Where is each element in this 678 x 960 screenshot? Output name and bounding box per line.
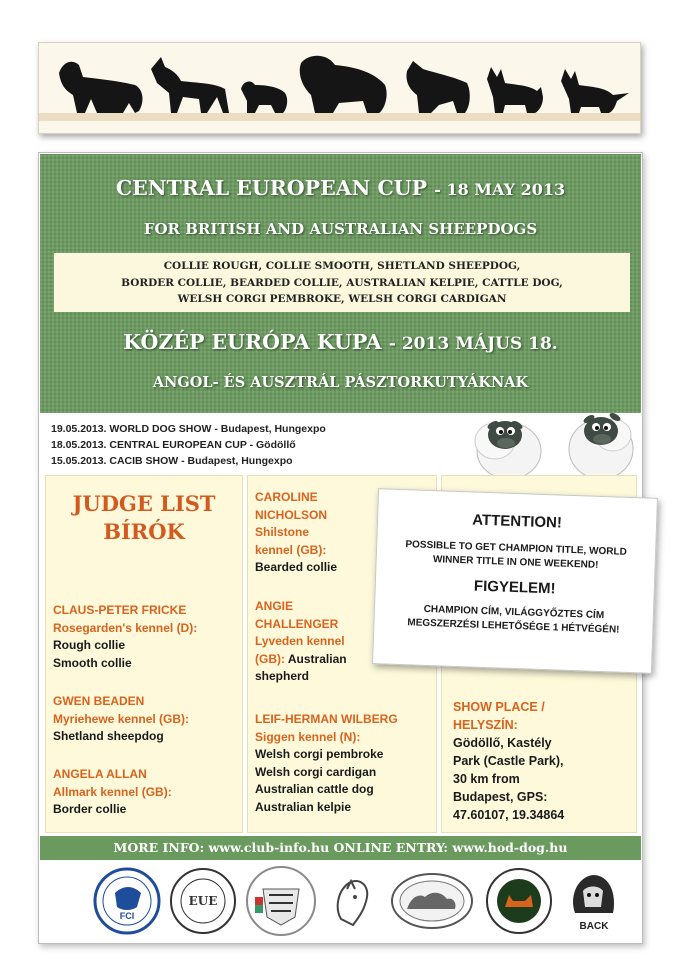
judge-kennel: kennel (GB): bbox=[255, 542, 327, 557]
judge-breed: Australian bbox=[285, 651, 347, 666]
judge-name: GWEN BEADEN bbox=[53, 694, 145, 708]
mkk-logo-icon bbox=[169, 867, 237, 935]
figyelem-text: MEGSZERZÉSI LEHETŐSÉGE 1 HÉTVÉGÉN! bbox=[407, 617, 620, 636]
judge-list-title bbox=[45, 490, 243, 546]
judge-name: NICHOLSON bbox=[255, 507, 327, 522]
date-line: 18.05.2013. CENTRAL EUROPEAN CUP - Gödöllő bbox=[51, 439, 296, 451]
judge-kennel: Myriehewe kennel (GB): bbox=[53, 711, 190, 726]
show-place-line: Gödöllő, Kastély bbox=[453, 736, 552, 750]
event-title-hu bbox=[40, 330, 641, 354]
judge-kennel: Siggen kennel (N): bbox=[255, 729, 361, 744]
attention-note bbox=[372, 488, 658, 674]
judge-entry bbox=[53, 602, 197, 672]
show-place-line: 30 km from bbox=[453, 772, 520, 786]
judge-breed: Welsh corgi pembroke bbox=[255, 747, 384, 761]
event-title-main: CENTRAL EUROPEAN CUP bbox=[115, 176, 428, 200]
attention-heading: ATTENTION! bbox=[471, 511, 563, 532]
judge-name: ANGELA ALLAN bbox=[53, 767, 147, 781]
judge-breed: Bearded collie bbox=[255, 560, 338, 574]
judge-kennel: (GB): bbox=[255, 651, 285, 666]
sponsor-logos bbox=[93, 861, 609, 939]
eue-logo-text: EUE bbox=[188, 894, 218, 908]
show-place-line: Budapest, GPS: bbox=[453, 790, 548, 804]
breed-line: COLLIE ROUGH, COLLIE SMOOTH, SHETLAND SHEEPDOG, bbox=[163, 260, 521, 272]
judge-entry bbox=[255, 598, 347, 686]
judge-entry bbox=[255, 489, 337, 577]
judge-entry bbox=[255, 711, 398, 816]
attention-text: POSSIBLE TO GET CHAMPION TITLE, WORLD bbox=[405, 539, 627, 558]
event-title bbox=[40, 176, 641, 200]
fci-logo-icon bbox=[93, 867, 161, 935]
event-subtitle-hu: ANGOL- ÉS AUSZTRÁL PÁSZTORKUTYÁKNAK bbox=[152, 374, 529, 391]
judge-list-title-en: JUDGE LIST bbox=[72, 491, 216, 516]
more-info-bar: MORE INFO: www.club-info.hu ONLINE ENTRY: www.hod-dog.hu bbox=[40, 836, 641, 860]
show-place-label: HELYSZÍN: bbox=[453, 718, 518, 732]
figyelem-text: CHAMPION CÍM, VILÁGGYŐZTES CÍM bbox=[423, 603, 605, 622]
collie-club-logo-icon bbox=[325, 869, 381, 933]
judge-kennel: Shilstone bbox=[255, 525, 310, 539]
hod-club-logo-icon bbox=[245, 865, 317, 937]
breed-line: BORDER COLLIE, BEARDED COLLIE, AUSTRALIAN KELPIE, CATTLE DOG, bbox=[121, 276, 563, 289]
judge-breed: Smooth collie bbox=[53, 655, 132, 670]
sheltie-club-logo-icon bbox=[389, 871, 475, 931]
fci-logo-text: FCI bbox=[119, 911, 135, 921]
judge-entry bbox=[53, 693, 189, 746]
judge-breed: shepherd bbox=[255, 669, 310, 683]
event-subtitle: FOR BRITISH AND AUSTRALIAN SHEEPDOGS bbox=[143, 220, 538, 238]
judge-name: ANGIE bbox=[255, 599, 294, 613]
judge-breed: Rough collie bbox=[53, 638, 125, 652]
back-club-logo-icon bbox=[559, 867, 629, 935]
shetland-sheepdog-icon bbox=[241, 82, 287, 113]
judge-kennel: Lyveden kennel bbox=[255, 634, 345, 648]
judge-kennel: Allmark kennel (GB): bbox=[53, 784, 172, 799]
judge-name: CHALLENGER bbox=[255, 616, 339, 631]
border-collie-icon bbox=[406, 61, 469, 113]
show-place-line: 47.60107, 19.34864 bbox=[453, 808, 565, 822]
judge-kennel: Rosegarden's kennel (D): bbox=[53, 620, 198, 635]
date-line: 19.05.2013. WORLD DOG SHOW - Budapest, Hungexpo bbox=[51, 423, 326, 435]
back-logo-text: BACK bbox=[579, 921, 609, 932]
show-dates bbox=[51, 421, 326, 469]
welsh-corgi-icon bbox=[561, 69, 629, 113]
judge-list-title-hu: BÍRÓK bbox=[103, 519, 185, 544]
show-place-label: SHOW PLACE / bbox=[453, 700, 545, 714]
figyelem-heading: FIGYELEM! bbox=[473, 577, 556, 598]
event-title-hu-main: KÖZÉP EURÓPA KUPA bbox=[123, 330, 382, 354]
judge-breed: Shetland sheepdog bbox=[53, 729, 164, 743]
judge-entry bbox=[53, 766, 172, 819]
judge-name: LEIF-HERMAN WILBERG bbox=[255, 712, 398, 726]
judge-breed: Australian cattle dog bbox=[255, 782, 374, 796]
breed-list bbox=[54, 253, 630, 312]
welsh-corgi-icon bbox=[487, 67, 543, 113]
breed-line: WELSH CORGI PEMBROKE, WELSH CORGI CARDIGAN bbox=[177, 293, 507, 305]
bearded-collie-icon bbox=[300, 56, 387, 113]
judge-breed: Border collie bbox=[53, 802, 127, 816]
poster bbox=[38, 152, 643, 944]
dog-silhouettes bbox=[39, 43, 642, 135]
collie-rough-icon bbox=[59, 62, 142, 113]
show-place bbox=[453, 698, 633, 824]
judge-breed: Australian kelpie bbox=[255, 799, 352, 814]
attention-text: WINNER TITLE IN ONE WEEKEND! bbox=[432, 554, 599, 571]
judge-name: CLAUS-PETER FRICKE bbox=[53, 603, 187, 617]
welsh-corgi-club-logo-icon bbox=[485, 867, 553, 935]
judge-breed: Welsh corgi cardigan bbox=[255, 764, 377, 779]
judge-name: CAROLINE bbox=[255, 490, 318, 504]
collie-smooth-icon bbox=[151, 57, 229, 113]
show-place-line: Park (Castle Park), bbox=[453, 754, 564, 768]
date-line: 15.05.2013. CACIB SHOW - Budapest, Hungexpo bbox=[51, 455, 293, 467]
event-date: - 18 MAY 2013 bbox=[434, 180, 566, 199]
header-banner bbox=[38, 42, 641, 134]
title-panel bbox=[40, 154, 641, 413]
event-date-hu: - 2013 MÁJUS 18. bbox=[388, 334, 558, 354]
